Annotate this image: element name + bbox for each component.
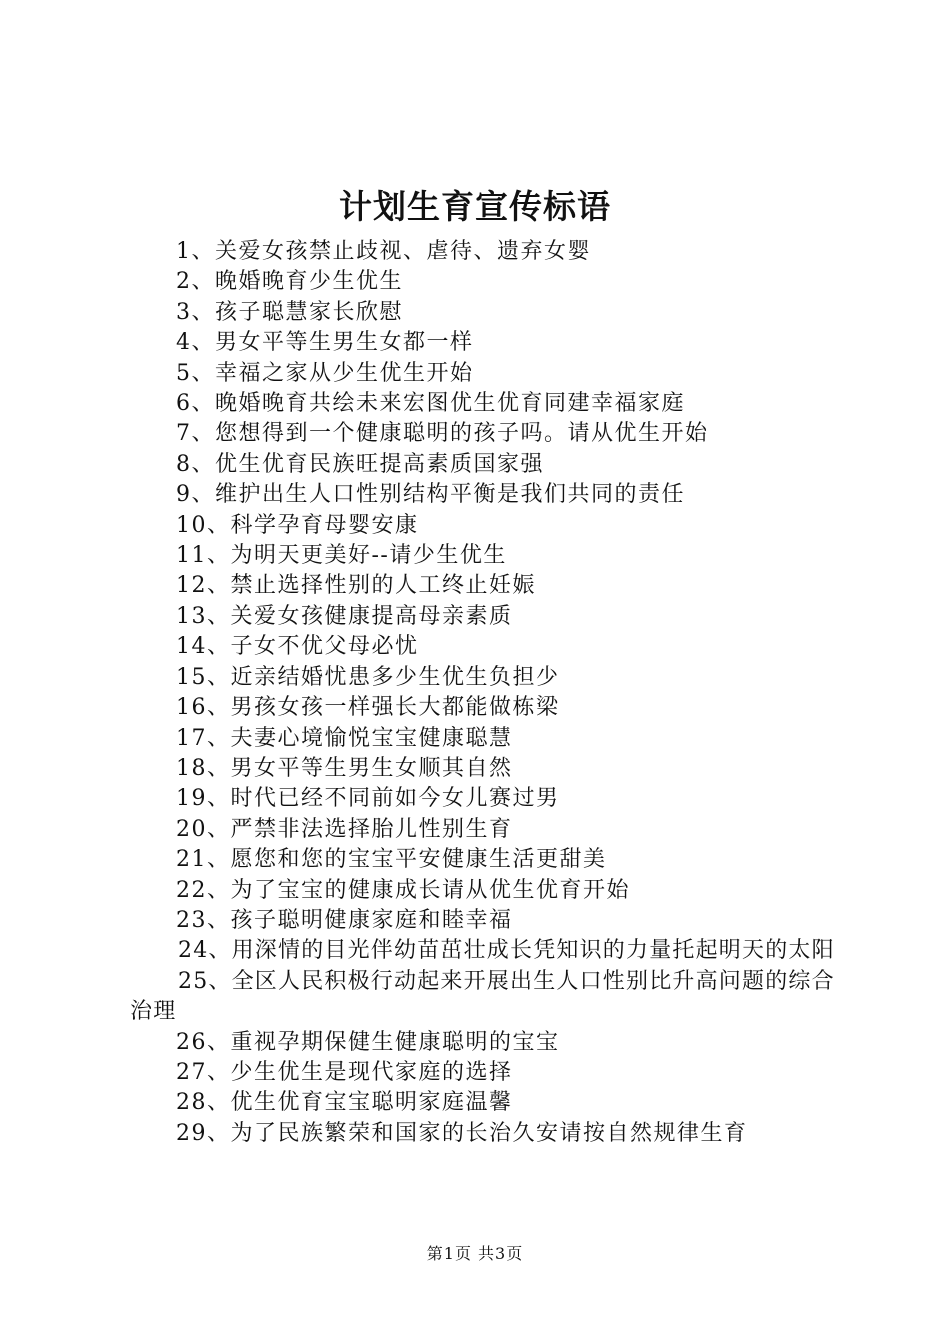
slogan-item: 14、子女不优父母必忧 — [176, 634, 419, 660]
slogan-item: 16、男孩女孩一样强长大都能做栋梁 — [176, 695, 560, 721]
slogan-item: 22、为了宝宝的健康成长请从优生优育开始 — [176, 877, 630, 903]
slogan-item: 3、孩子聪慧家长欣慰 — [176, 299, 403, 325]
slogan-item: 11、为明天更美好--请少生优生 — [176, 543, 507, 569]
slogan-list — [130, 237, 835, 1149]
slogan-item: 12、禁止选择性别的人工终止妊娠 — [176, 573, 536, 599]
slogan-item: 1、关爱女孩禁止歧视、虐待、遗弃女婴 — [176, 239, 591, 264]
slogan-item: 5、幸福之家从少生优生开始 — [176, 360, 474, 386]
slogan-item: 9、维护出生人口性别结构平衡是我们共同的责任 — [176, 482, 685, 508]
slogan-item: 13、关爱女孩健康提高母亲素质 — [176, 603, 513, 629]
slogan-item: 6、晚婚晚育共绘未来宏图优生优育同建幸福家庭 — [176, 391, 685, 417]
slogan-item: 25、全区人民积极行动起来开展出生人口性别比升高问题的综合治理 — [130, 968, 835, 1025]
slogan-item: 17、夫妻心境愉悦宝宝健康聪慧 — [176, 725, 513, 751]
page-footer: 第1页 共3页 — [426, 1244, 524, 1263]
slogan-item: 27、少生优生是现代家庭的选择 — [176, 1059, 513, 1085]
slogan-item: 20、严禁非法选择胎儿性别生育 — [176, 816, 513, 842]
page-title: 计划生育宣传标语 — [339, 187, 611, 226]
slogan-item: 10、科学孕育母婴安康 — [176, 512, 419, 538]
slogan-item: 2、晚婚晚育少生优生 — [176, 269, 403, 295]
slogan-item: 18、男女平等生男生女顺其自然 — [176, 755, 513, 781]
slogan-item: 21、愿您和您的宝宝平安健康生活更甜美 — [176, 847, 607, 873]
slogan-item: 23、孩子聪明健康家庭和睦幸福 — [176, 907, 513, 933]
slogan-item: 8、优生优育民族旺提高素质国家强 — [176, 451, 544, 477]
slogan-item: 19、时代已经不同前如今女儿赛过男 — [176, 786, 560, 812]
slogan-item: 7、您想得到一个健康聪明的孩子吗。请从优生开始 — [176, 421, 709, 447]
slogan-item: 4、男女平等生男生女都一样 — [176, 330, 474, 356]
slogan-item: 15、近亲结婚忧患多少生优生负担少 — [176, 664, 560, 690]
slogan-item: 28、优生优育宝宝聪明家庭温馨 — [176, 1090, 513, 1116]
slogan-item: 29、为了民族繁荣和国家的长治久安请按自然规律生育 — [176, 1120, 748, 1146]
slogan-item: 24、用深情的目光伴幼苗茁壮成长凭知识的力量托起明天的太阳 — [178, 938, 835, 964]
slogan-item: 26、重视孕期保健生健康聪明的宝宝 — [176, 1029, 560, 1055]
